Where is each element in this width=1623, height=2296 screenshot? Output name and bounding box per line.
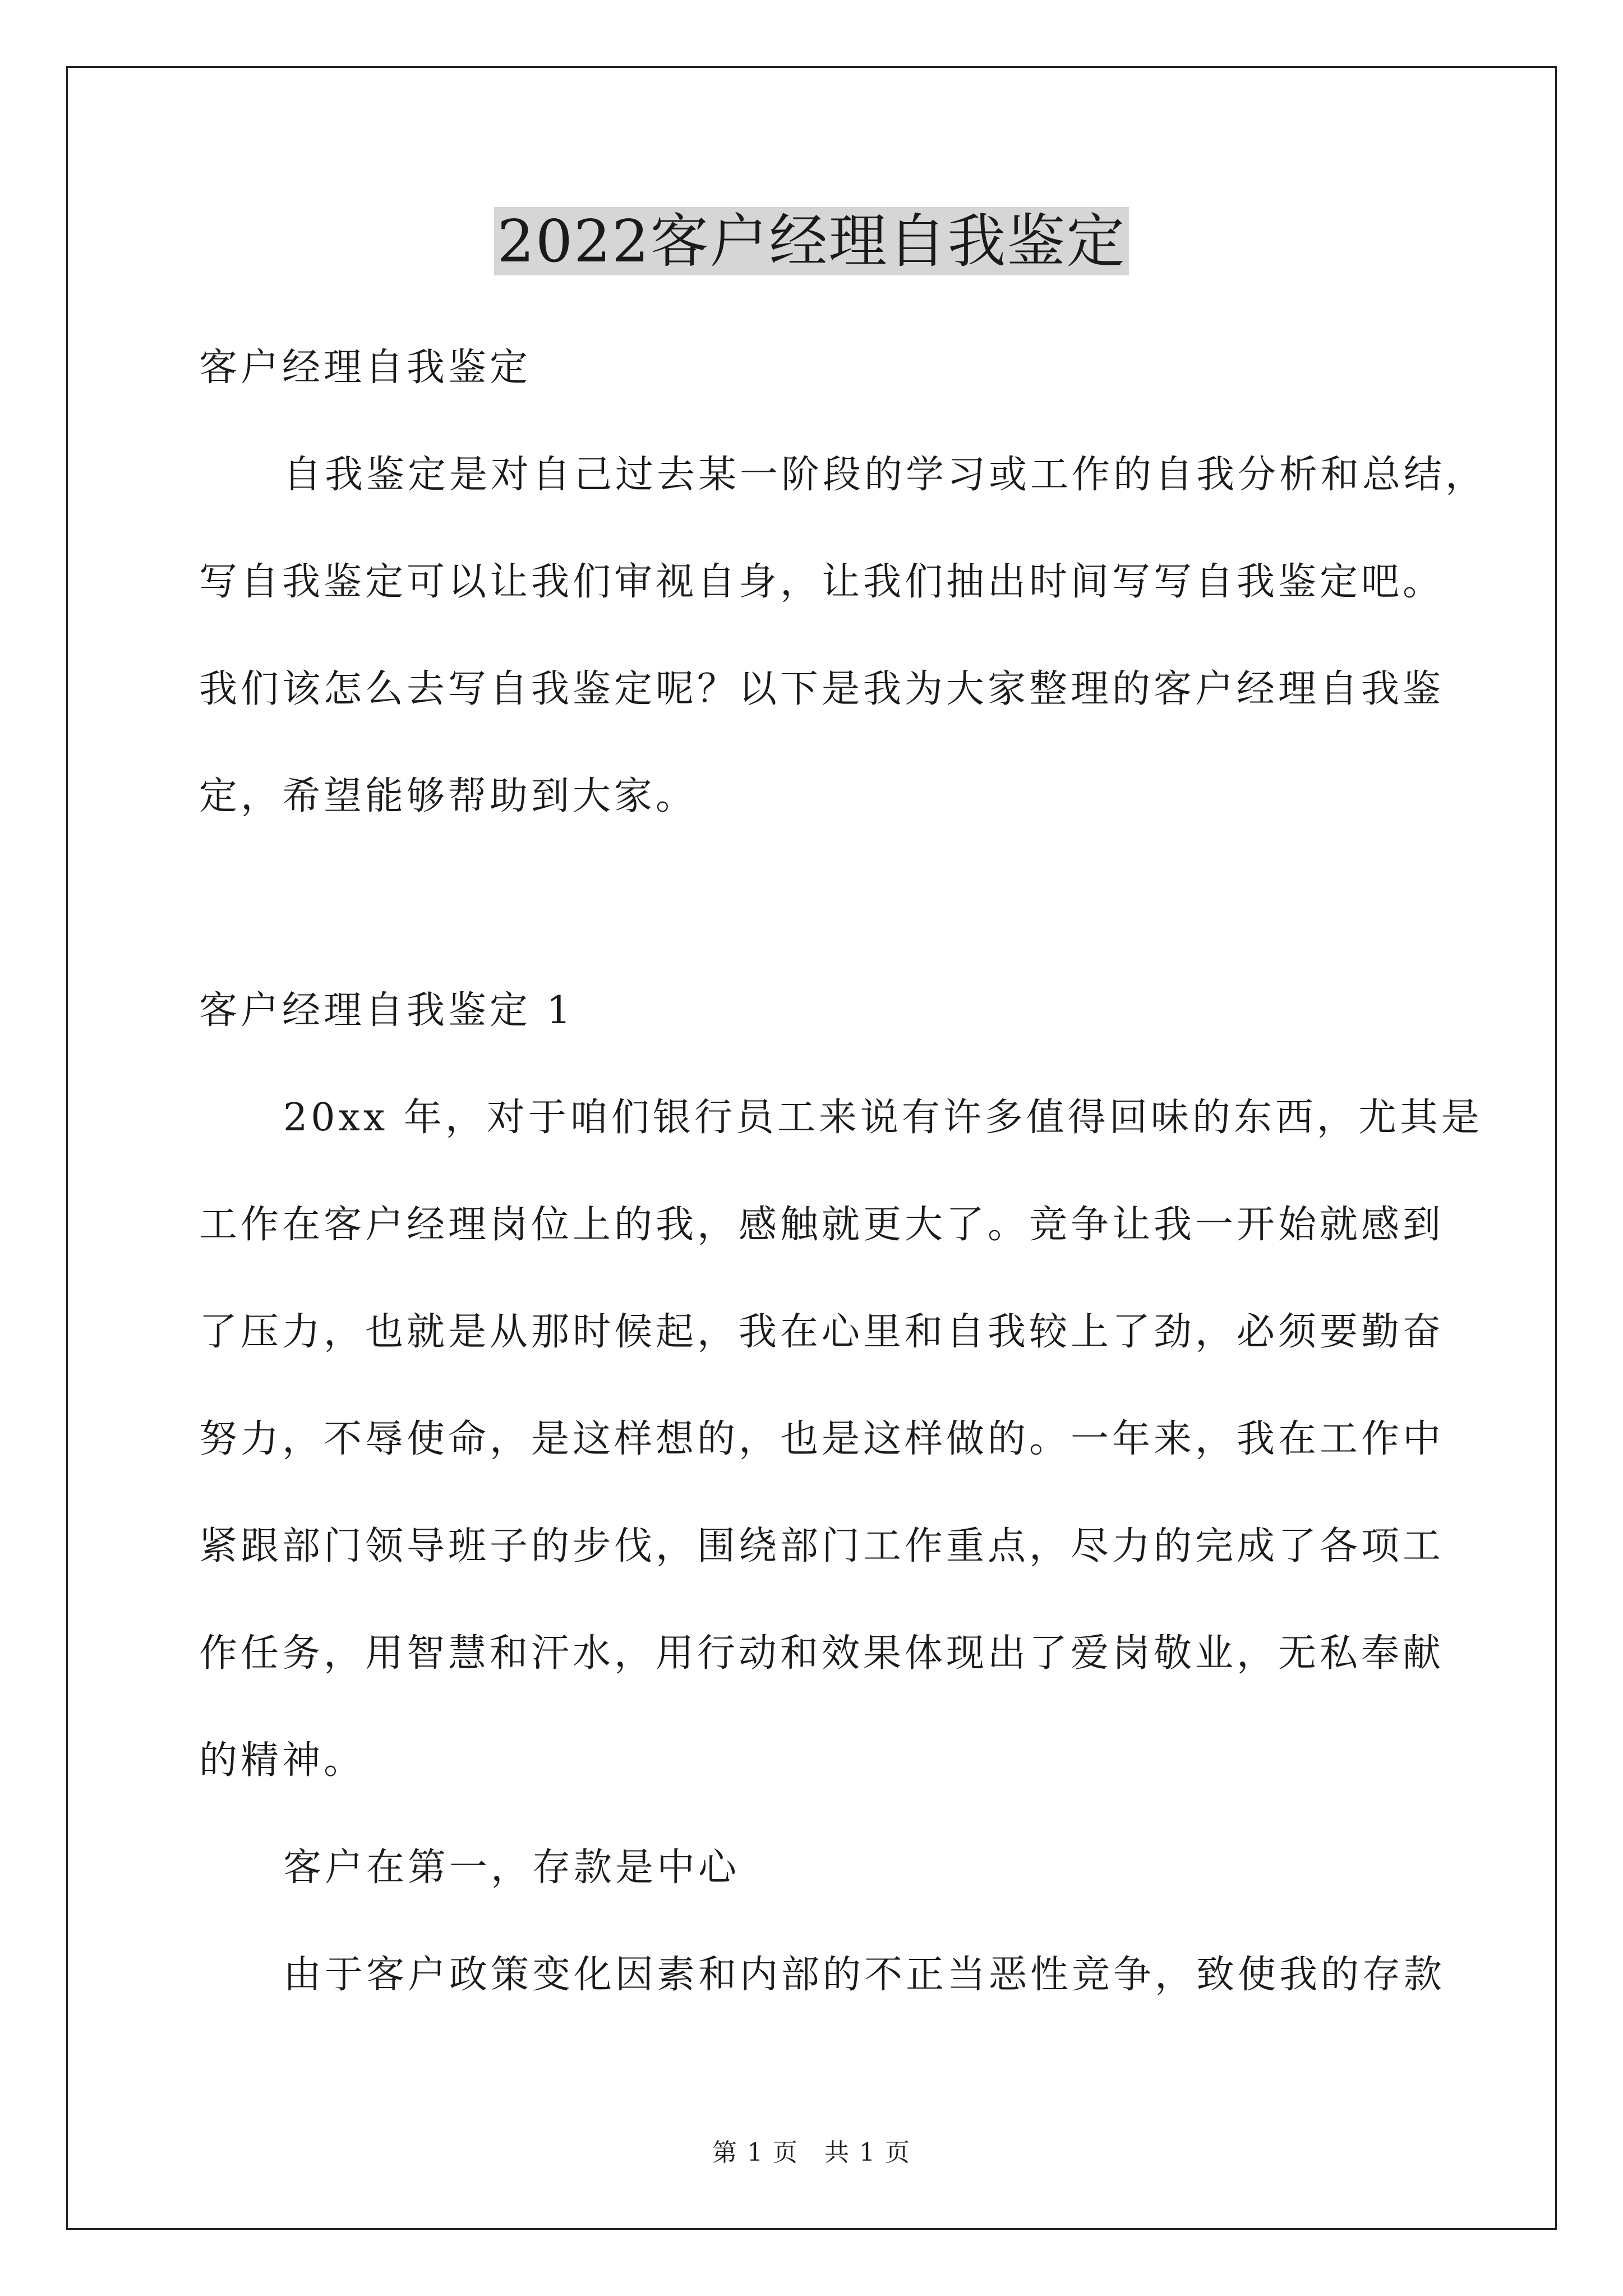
document-title-text: 2022客户经理自我鉴定	[494, 207, 1129, 275]
section-heading: 客户经理自我鉴定	[199, 346, 532, 390]
document-body	[199, 314, 1487, 2028]
subheading: 客户在第一，存款是中心	[283, 1846, 740, 1890]
paragraph-line: 20xx 年，对于咱们银行员工来说有许多值得回味的东西，尤其是	[283, 1096, 1483, 1140]
paragraph-line: 紧跟部门领导班子的步伐，围绕部门工作重点，尽力的完成了各项工	[199, 1524, 1445, 1568]
section-heading: 客户经理自我鉴定 1	[199, 988, 574, 1033]
paragraph-line: 作任务，用智慧和汗水，用行动和效果体现出了爱岗敬业，无私奉献	[199, 1631, 1445, 1676]
paragraph-line: 自我鉴定是对自己过去某一阶段的学习或工作的自我分析和总结，	[283, 453, 1487, 497]
paragraph-line: 由于客户政策变化因素和内部的不正当恶性竞争，致使我的存款	[283, 1953, 1446, 1997]
paragraph-line: 的精神。	[199, 1738, 366, 1783]
document-title	[0, 205, 1623, 278]
paragraph-line: 努力，不辱使命，是这样想的，也是这样做的。一年来，我在工作中	[199, 1417, 1445, 1461]
paragraph-line: 定，希望能够帮助到大家。	[199, 774, 698, 818]
page-number: 第 1 页 共 1 页	[712, 2138, 911, 2167]
page-footer	[0, 2136, 1623, 2170]
paragraph-line: 写自我鉴定可以让我们审视自身，让我们抽出时间写写自我鉴定吧。	[199, 560, 1445, 604]
blank-line	[199, 850, 1436, 957]
paragraph-line: 工作在客户经理岗位上的我，感触就更大了。竞争让我一开始就感到	[199, 1203, 1445, 1247]
paragraph-line: 我们该怎么去写自我鉴定呢？以下是我为大家整理的客户经理自我鉴	[199, 667, 1445, 711]
paragraph-line: 了压力，也就是从那时候起，我在心里和自我较上了劲，必须要勤奋	[199, 1310, 1445, 1354]
